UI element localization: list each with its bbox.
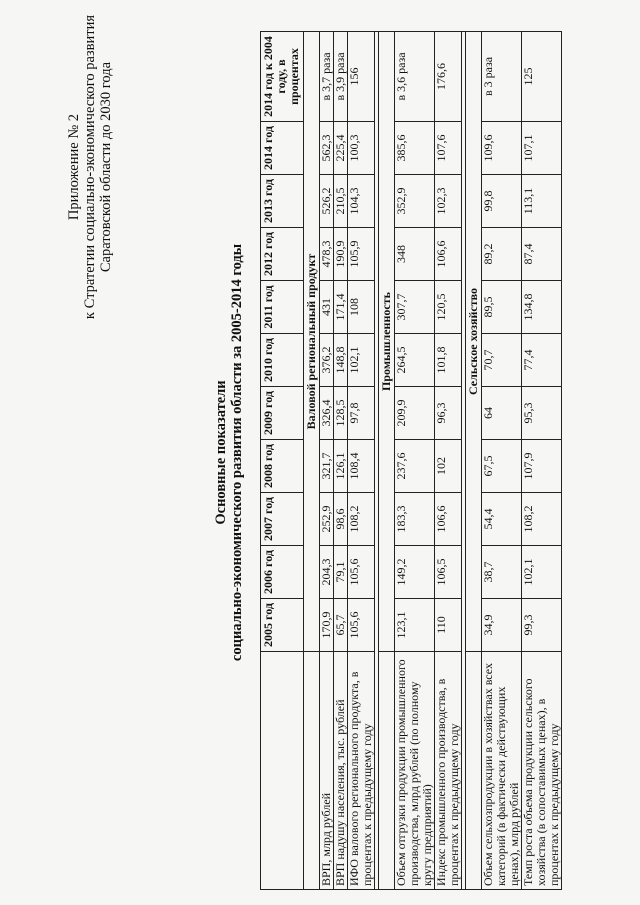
cell-value: 126,1 [334,440,348,493]
cell-value: 106,5 [435,546,462,599]
cell-value: в 3,6 раза [395,32,435,122]
cell-value: 34,9 [482,599,522,652]
row-label: ВРП надушу населения, тыс. рублей [334,652,348,890]
cell-value: 99,3 [522,599,562,652]
title-line-2: социально-экономического развития области за 2005-2014 годы [229,243,245,662]
header-year-7: 2011 год [261,281,304,334]
row-label: Индекс промышленного производства, в процентах к предыдущему году [435,652,462,890]
cell-value: 110 [435,599,462,652]
cell-value: 98,6 [334,493,348,546]
cell-value: 107,1 [522,122,562,175]
header-indicator [261,652,304,890]
cell-value: 102,1 [348,334,375,387]
header-year-9: 2013 год [261,175,304,228]
cell-value: 89,2 [482,228,522,281]
cell-value: 128,5 [334,387,348,440]
section-title: Промышленность [379,32,395,652]
cell-value: 123,1 [395,599,435,652]
section-row [466,32,482,890]
cell-value: 102 [435,440,462,493]
table-row [334,32,348,890]
cell-value: 100,3 [348,122,375,175]
cell-value: 156 [348,32,375,122]
cell-value: 109,6 [482,122,522,175]
cell-value: в 3,7 раза [320,32,334,122]
appendix-header [66,15,114,319]
cell-value: 38,7 [482,546,522,599]
table-row [482,32,522,890]
cell-value: 526,2 [320,175,334,228]
header-year-11: 2014 год к 2004 году, в процентах [261,32,304,122]
title-line-1: Основные показатели [213,380,229,525]
section-row [379,32,395,890]
table-row [348,32,375,890]
cell-value: 106,6 [435,493,462,546]
cell-value: 95,3 [522,387,562,440]
appendix-number: Приложение № 2 [66,113,82,221]
cell-value: 225,4 [334,122,348,175]
row-label: Объем отгрузки продукции промышленного производства, млрд рублей (по полному кругу предприятий) [395,652,435,890]
cell-value: 108,4 [348,440,375,493]
cell-value: 77,4 [522,334,562,387]
section-blank [379,652,395,890]
cell-value: 79,1 [334,546,348,599]
cell-value: 431 [320,281,334,334]
cell-value: 134,8 [522,281,562,334]
header-year-5: 2009 год [261,387,304,440]
cell-value: 264,5 [395,334,435,387]
row-label: Темп роста объема продукции сельского хозяйства (в сопоставимых ценах), в процентах к предыдущему году [522,652,562,890]
cell-value: 106,6 [435,228,462,281]
cell-value: 210,5 [334,175,348,228]
cell-value: 54,4 [482,493,522,546]
cell-value: 102,1 [522,546,562,599]
section-blank [304,652,320,890]
cell-value: 87,4 [522,228,562,281]
cell-value: в 3,9 раза [334,32,348,122]
cell-value: 149,2 [395,546,435,599]
cell-value: 237,6 [395,440,435,493]
appendix-strategy: к Стратегии социально-экономического развития [82,15,98,320]
cell-value: в 3 раза [482,32,522,122]
cell-value: 99,8 [482,175,522,228]
cell-value: 348 [395,228,435,281]
cell-value: 67,5 [482,440,522,493]
cell-value: 190,9 [334,228,348,281]
cell-value: 96,3 [435,387,462,440]
cell-value: 120,5 [435,281,462,334]
cell-value: 376,2 [320,334,334,387]
cell-value: 204,3 [320,546,334,599]
cell-value: 385,6 [395,122,435,175]
table-row [320,32,334,890]
cell-value: 352,9 [395,175,435,228]
cell-value: 105,6 [348,599,375,652]
section-row [304,32,320,890]
row-label: Объем сельхозпродукции в хозяйствах всех категорий (в фактически действующих ценах), млрд рублей [482,652,522,890]
header-year-1: 2005 год [261,599,304,652]
cell-value: 252,9 [320,493,334,546]
cell-value: 562,3 [320,122,334,175]
cell-value: 125 [522,32,562,122]
header-year-6: 2010 год [261,334,304,387]
cell-value: 105,9 [348,228,375,281]
cell-value: 326,4 [320,387,334,440]
cell-value: 107,9 [522,440,562,493]
header-row [261,32,304,890]
cell-value: 148,8 [334,334,348,387]
cell-value: 102,3 [435,175,462,228]
appendix-region: Саратовской области до 2030 года [98,61,114,273]
cell-value: 209,9 [395,387,435,440]
indicators-table [260,31,562,890]
cell-value: 105,6 [348,546,375,599]
cell-value: 108,2 [348,493,375,546]
section-blank [466,652,482,890]
cell-value: 108,2 [522,493,562,546]
cell-value: 107,6 [435,122,462,175]
cell-value: 307,7 [395,281,435,334]
cell-value: 176,6 [435,32,462,122]
cell-value: 113,1 [522,175,562,228]
header-year-4: 2008 год [261,440,304,493]
cell-value: 170,9 [320,599,334,652]
cell-value: 64 [482,387,522,440]
cell-value: 89,5 [482,281,522,334]
header-year-8: 2012 год [261,228,304,281]
table-row [435,32,462,890]
row-label: ИФО валового регионального продукта, в процентах к предыдущему году [348,652,375,890]
table-row [522,32,562,890]
header-year-10: 2014 год [261,122,304,175]
section-title: Валовой региональный продукт [304,32,320,652]
cell-value: 108 [348,281,375,334]
section-title: Сельское хозяйство [466,32,482,652]
cell-value: 101,8 [435,334,462,387]
cell-value: 183,3 [395,493,435,546]
cell-value: 321,7 [320,440,334,493]
document-title [213,0,245,905]
cell-value: 97,8 [348,387,375,440]
table-row [395,32,435,890]
header-year-2: 2006 год [261,546,304,599]
cell-value: 104,3 [348,175,375,228]
cell-value: 65,7 [334,599,348,652]
header-year-3: 2007 год [261,493,304,546]
cell-value: 171,4 [334,281,348,334]
cell-value: 478,3 [320,228,334,281]
cell-value: 70,7 [482,334,522,387]
row-label: ВРП, млрд рублей [320,652,334,890]
